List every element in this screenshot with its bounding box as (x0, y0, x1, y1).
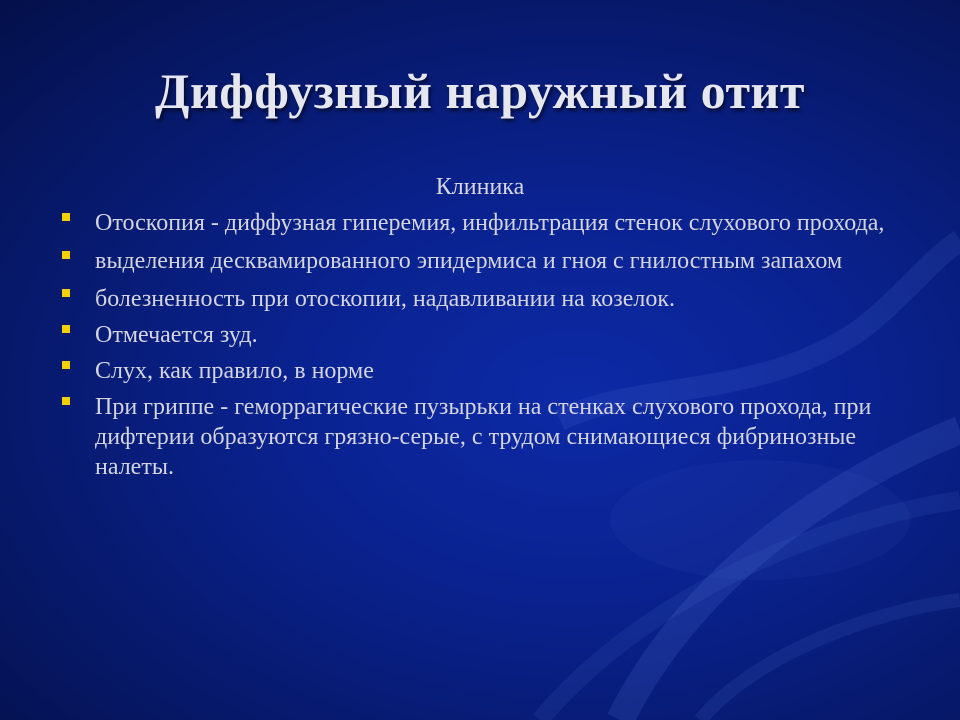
bullet-text: Слух, как правило, в норме (95, 358, 374, 384)
bullet-list (58, 208, 908, 490)
square-bullet-icon (62, 289, 70, 297)
square-bullet-icon (62, 397, 70, 405)
bullet-text: выделения десквамированного эпидермиса и гноя с гнилостным запахом (95, 248, 843, 274)
square-bullet-icon (62, 361, 70, 369)
square-bullet-icon (62, 325, 70, 333)
bullet-item (58, 356, 908, 386)
bullet-item (58, 392, 908, 482)
bullet-item (58, 246, 908, 276)
square-bullet-icon (62, 213, 70, 221)
bullet-text: болезненность при отоскопии, надавливании на козелок. (95, 286, 676, 312)
bullet-text: Отмечается зуд. (95, 322, 258, 348)
bullet-item (58, 284, 908, 314)
bullet-text: Отоскопия - диффузная гиперемия, инфильтрация стенок слухового прохода, (95, 210, 885, 236)
square-bullet-icon (62, 251, 70, 259)
bullet-item (58, 320, 908, 350)
section-subheading: Клиника (435, 174, 525, 200)
bullet-item (58, 208, 908, 238)
bullet-text: При гриппе - геморрагические пузырьки на стенках слухового прохода, при дифтерии образуются грязно-серые, с трудом снимающиеся фибринозные налеты. (95, 394, 872, 480)
slide-title: Диффузный наружный отит (155, 63, 805, 119)
